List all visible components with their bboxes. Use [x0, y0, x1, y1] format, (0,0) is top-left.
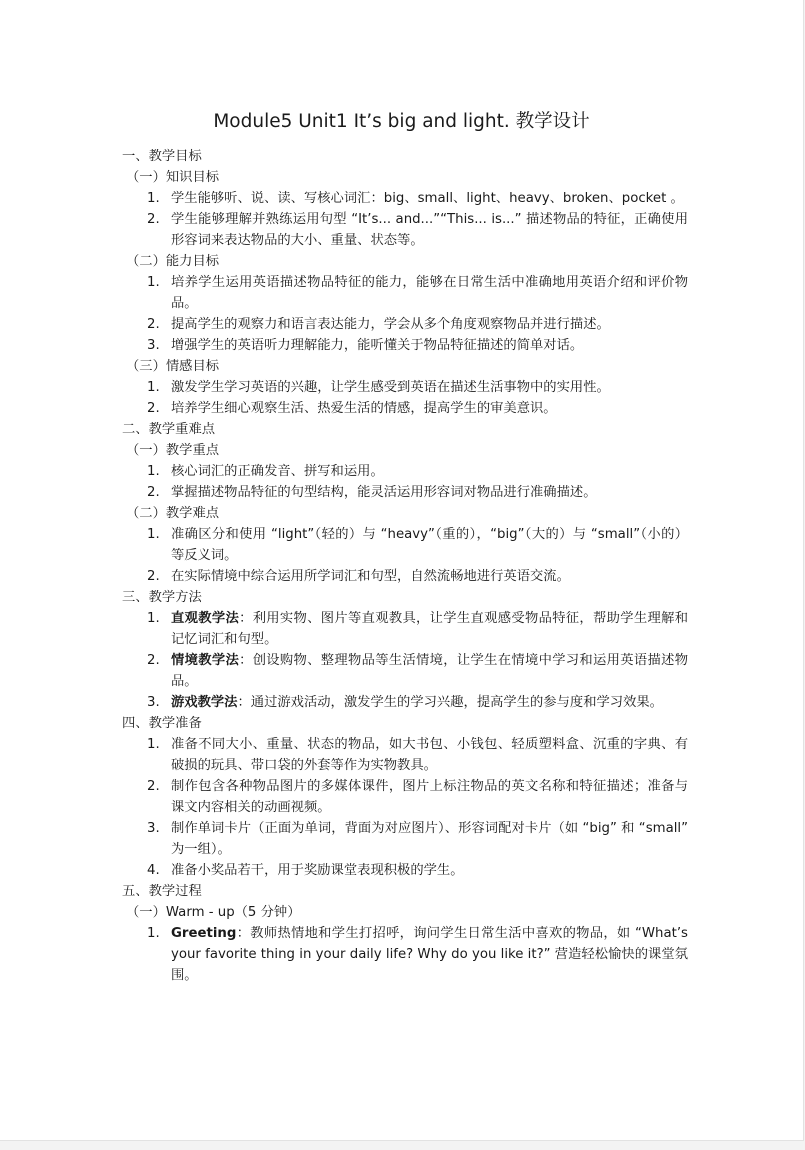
item-number-label: 1.	[147, 611, 160, 626]
item-number	[122, 188, 171, 209]
item-number	[122, 860, 171, 881]
item-text	[171, 335, 688, 356]
item-number-label: 1.	[147, 464, 160, 479]
item-text	[171, 209, 688, 251]
section-heading: 四、教学准备	[122, 716, 202, 731]
item-text	[171, 461, 688, 482]
item-body: ：创设购物、整理物品等生活情境，让学生在情境中学习和运用英语描述物品。	[171, 653, 689, 689]
section-heading: 三、教学方法	[122, 590, 202, 605]
list-item	[122, 566, 688, 587]
item-bold-label: 游戏教学法	[171, 695, 238, 710]
item-number-label: 2.	[147, 485, 160, 500]
item-number	[122, 524, 171, 566]
item-number-label: 1.	[147, 191, 160, 206]
list-item	[122, 314, 688, 335]
item-number-label: 2.	[147, 569, 160, 584]
item-body: 在实际情境中综合运用所学词汇和句型，自然流畅地进行英语交流。	[171, 569, 570, 584]
list-item	[122, 335, 688, 356]
item-bold-label: Greeting	[171, 926, 237, 941]
item-number	[122, 377, 171, 398]
item-number-label: 4.	[147, 863, 160, 878]
item-number-label: 3.	[147, 338, 160, 353]
item-number-label: 1.	[147, 380, 160, 395]
item-body: 准确区分和使用 “light”（轻的）与 “heavy”（重的），“big”（大的）与 “small”（小的）等反义词。	[171, 527, 688, 563]
subsection-heading: （二）教学难点	[126, 506, 220, 521]
list-item	[122, 860, 688, 881]
item-text	[171, 818, 688, 860]
item-text	[171, 923, 688, 986]
item-text	[171, 734, 688, 776]
item-number	[122, 734, 171, 776]
item-bold-label: 情境教学法	[171, 653, 240, 668]
item-number	[122, 482, 171, 503]
document-title: Module5 Unit1 It’s big and light. 教学设计	[213, 111, 590, 132]
item-number-label: 2.	[147, 401, 160, 416]
subsection-heading: （一）教学重点	[126, 443, 220, 458]
item-body: 培养学生运用英语描述物品特征的能力，能够在日常生活中准确地用英语介绍和评价物品。	[171, 275, 688, 311]
subsection-heading: （三）情感目标	[126, 359, 220, 374]
list-item	[122, 398, 688, 419]
item-text	[171, 272, 688, 314]
item-number-label: 3.	[147, 821, 160, 836]
item-number	[122, 314, 171, 335]
item-body: 准备不同大小、重量、状态的物品，如大书包、小钱包、轻质塑料盒、沉重的字典、有破损的玩具、带口袋的外套等作为实物教具。	[171, 737, 688, 773]
list-item	[122, 188, 688, 209]
item-text	[171, 566, 688, 587]
list-item	[122, 272, 688, 314]
item-body: 掌握描述物品特征的句型结构，能灵活运用形容词对物品进行准确描述。	[171, 485, 597, 500]
item-body: 制作单词卡片（正面为单词，背面为对应图片）、形容词配对卡片（如 “big” 和 “small” 为一组）。	[171, 821, 688, 857]
item-number	[122, 272, 171, 314]
item-number	[122, 692, 171, 713]
list-item	[122, 923, 688, 986]
subsection-heading: （一）知识目标	[126, 170, 220, 185]
item-number	[122, 608, 171, 650]
item-number	[122, 650, 171, 692]
item-number-label: 1.	[147, 527, 160, 542]
list-item	[122, 524, 688, 566]
item-number	[122, 461, 171, 482]
item-body: 准备小奖品若干，用于奖励课堂表现积极的学生。	[171, 863, 464, 878]
item-body: ：通过游戏活动，激发学生的学习兴趣，提高学生的参与度和学习效果。	[237, 695, 663, 710]
item-body: 核心词汇的正确发音、拼写和运用。	[171, 464, 384, 479]
item-number	[122, 335, 171, 356]
item-number	[122, 818, 171, 860]
list-item	[122, 461, 688, 482]
item-number	[122, 776, 171, 818]
list-item	[122, 209, 688, 251]
list-item	[122, 608, 688, 650]
item-text	[171, 650, 688, 692]
item-body: 制作包含各种物品图片的多媒体课件，图片上标注物品的英文名称和特征描述；准备与课文内容相关的动画视频。	[171, 779, 688, 815]
item-number	[122, 923, 171, 986]
list-item	[122, 818, 688, 860]
section-heading: 五、教学过程	[122, 884, 202, 899]
item-number-label: 1.	[147, 737, 160, 752]
item-number-label: 2.	[147, 779, 160, 794]
item-number-label: 1.	[147, 275, 160, 290]
item-body: 学生能够听、说、读、写核心词汇：big、small、light、heavy、broken、pocket 。	[171, 191, 684, 206]
item-number-label: 2.	[147, 212, 160, 227]
item-body: 激发学生学习英语的兴趣，让学生感受到英语在描述生活事物中的实用性。	[171, 380, 610, 395]
item-text	[171, 776, 688, 818]
section-heading: 一、教学目标	[122, 149, 202, 164]
item-text	[171, 314, 688, 335]
section-heading: 二、教学重难点	[122, 422, 216, 437]
list-item	[122, 692, 688, 713]
list-item	[122, 650, 688, 692]
item-text	[171, 692, 688, 713]
list-item	[122, 482, 688, 503]
item-text	[171, 188, 688, 209]
item-body: ：利用实物、图片等直观教具，让学生直观感受物品特征，帮助学生理解和记忆词汇和句型。	[171, 611, 689, 647]
item-number	[122, 398, 171, 419]
item-text	[171, 860, 688, 881]
item-text	[171, 377, 688, 398]
list-item	[122, 776, 688, 818]
item-number-label: 3.	[147, 695, 160, 710]
subsection-heading: （二）能力目标	[126, 254, 220, 269]
item-body: 增强学生的英语听力理解能力，能听懂关于物品特征描述的简单对话。	[171, 338, 584, 353]
list-item	[122, 377, 688, 398]
item-text	[171, 524, 688, 566]
item-number-label: 2.	[147, 653, 160, 668]
item-body: ：教师热情地和学生打招呼，询问学生日常生活中喜欢的物品，如 “What’s your favorite thing in your daily life? Why do you like it?” 营造轻松愉快的课堂氛围。	[171, 926, 688, 983]
item-text	[171, 608, 688, 650]
item-number	[122, 566, 171, 587]
document-body	[122, 146, 688, 986]
item-number	[122, 209, 171, 251]
item-number-label: 2.	[147, 317, 160, 332]
item-text	[171, 398, 688, 419]
subsection-heading: （一）Warm - up（5 分钟）	[126, 905, 301, 920]
item-text	[171, 482, 688, 503]
list-item	[122, 734, 688, 776]
item-body: 学生能够理解并熟练运用句型 “It’s... and...”“This... is...” 描述物品的特征，正确使用形容词来表达物品的大小、重量、状态等。	[171, 212, 688, 248]
item-number-label: 1.	[147, 926, 160, 941]
item-body: 提高学生的观察力和语言表达能力，学会从多个角度观察物品并进行描述。	[171, 317, 610, 332]
item-bold-label: 直观教学法	[171, 611, 240, 626]
item-body: 培养学生细心观察生活、热爱生活的情感，提高学生的审美意识。	[171, 401, 557, 416]
